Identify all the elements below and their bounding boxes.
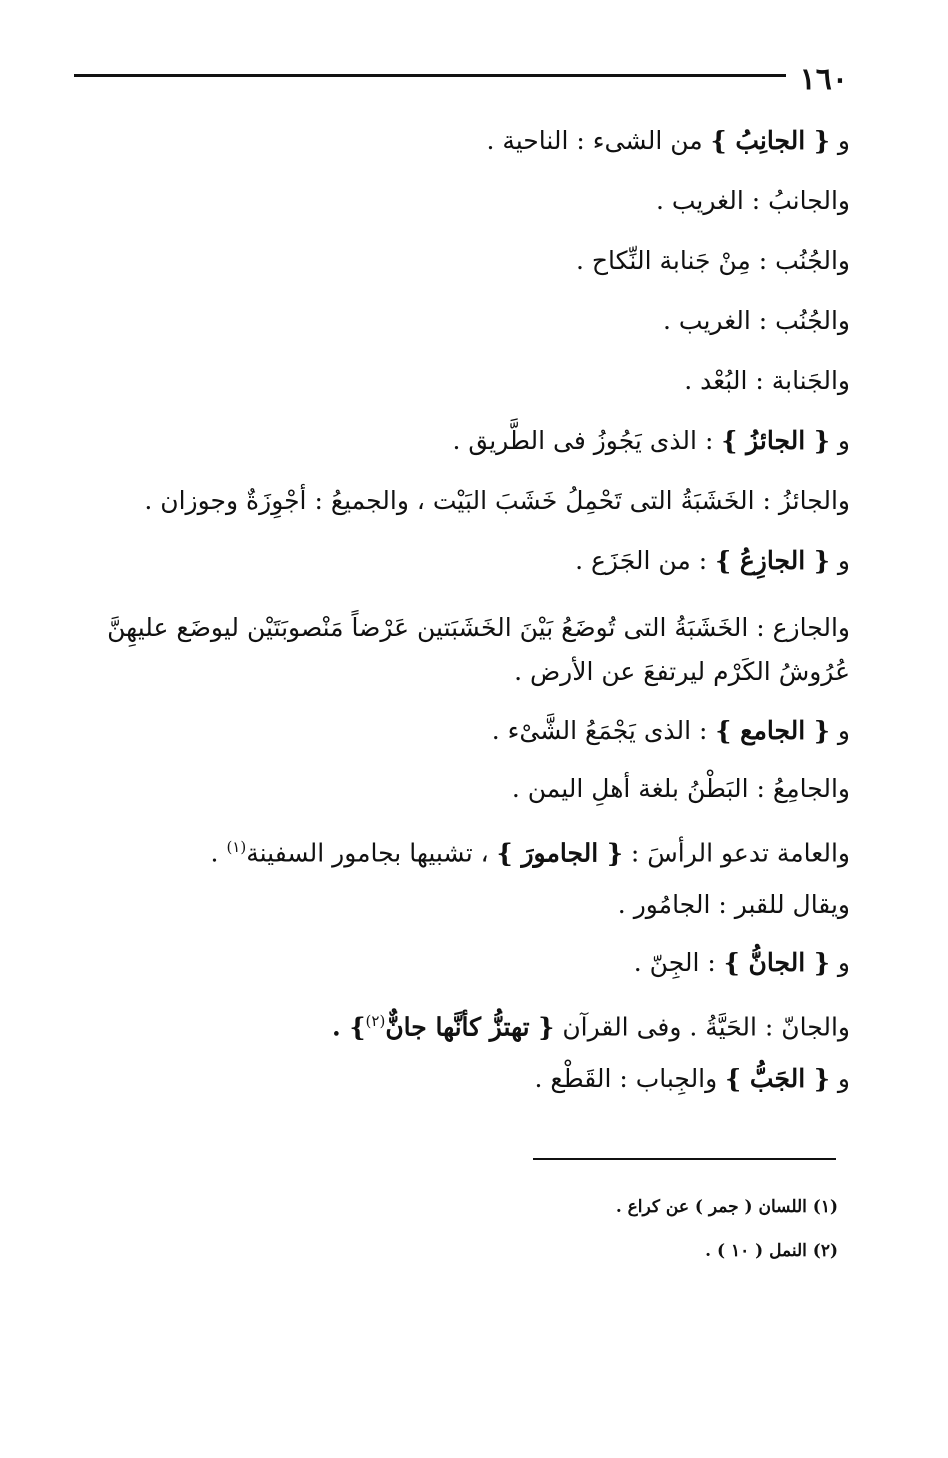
entry-line: والجُنُب : الغريب . [663, 306, 850, 335]
page-number: ١٦٠ [799, 62, 848, 97]
body-text [70, 126, 850, 1122]
entry-line: والجانبُ : الغريب . [655, 186, 850, 215]
headword: { الجانُّ } [723, 948, 830, 977]
entry-line: والجامِعُ : البَطْنُ بلغة أهلِ اليمن . [511, 774, 850, 803]
headword: { الجَبُّ } [725, 1064, 830, 1093]
entry-line: والجانّ : الحَيَّةُ . وفى القرآن { تهتزُّ كأنَّها جانٌّ$^{(٢)}$} . [332, 1012, 850, 1042]
headword: { الجامع } [715, 716, 830, 745]
entry-line: والجُنُب : مِنْ جَنابة النِّكاح . [575, 246, 850, 275]
entry-line: ويقال للقبر : الجامُور . [617, 890, 850, 919]
footnote: (١) اللسان ( جمر ) عن كراع . [615, 1197, 838, 1217]
header-rule [74, 74, 786, 77]
headword: { الجامورَ } [496, 838, 623, 868]
entry-line: و { الجامع } : الذى يَجْمَعُ الشَّىْء . [491, 716, 850, 745]
headword: { الجازِعُ } [715, 546, 830, 575]
footnote-rule [533, 1158, 836, 1160]
entry-line: و { الجانُّ } : الجِنّ . [633, 948, 850, 977]
headword: { الجانِبُ } [710, 126, 830, 155]
footnote-ref: (٢) [365, 1012, 386, 1030]
footnote-ref: (١) [226, 838, 247, 856]
entry-line: والجَنابة : البُعْد . [684, 366, 850, 395]
entry-line: و { الجانِبُ } من الشىء : الناحية . [486, 126, 850, 155]
entry-line: و { الجَبُّ } والجِباب : القَطْع . [534, 1064, 850, 1093]
headword: { الجائزُ } [721, 426, 830, 455]
entry-line: والجائزُ : الخَشَبَةُ التى تَحْمِلُ خَشَبَ البَيْت ، والجميعُ : أجْوِزَةٌ وجوزان . [144, 486, 850, 515]
entry-line: و { الجازِعُ } : من الجَزَع . [575, 546, 850, 575]
footnote: (٢) النمل ( ١٠ ) . [705, 1241, 838, 1261]
entry-line: والعامة تدعو الرأسَ : { الجامورَ } ، تشبيها بجامور السفينة$^{(١)}$ . [210, 838, 850, 868]
footnotes [338, 1196, 838, 1284]
quran-quote: { تهتزُّ كأنَّها جانٌّ [385, 1012, 555, 1042]
entry-line: والجازع : الخَشَبَةُ التى تُوضَعُ بَيْنَ الخَشَبَتين عَرْضاً مَنْصوبَتَيْن ليوضَع عليهِنَّ عُرُوشُ الكَرْم ليرتفعَ عن الأرض . [107, 613, 850, 686]
entry-line: و { الجائزُ } : الذى يَجُوزُ فى الطَّريق . [452, 426, 850, 455]
